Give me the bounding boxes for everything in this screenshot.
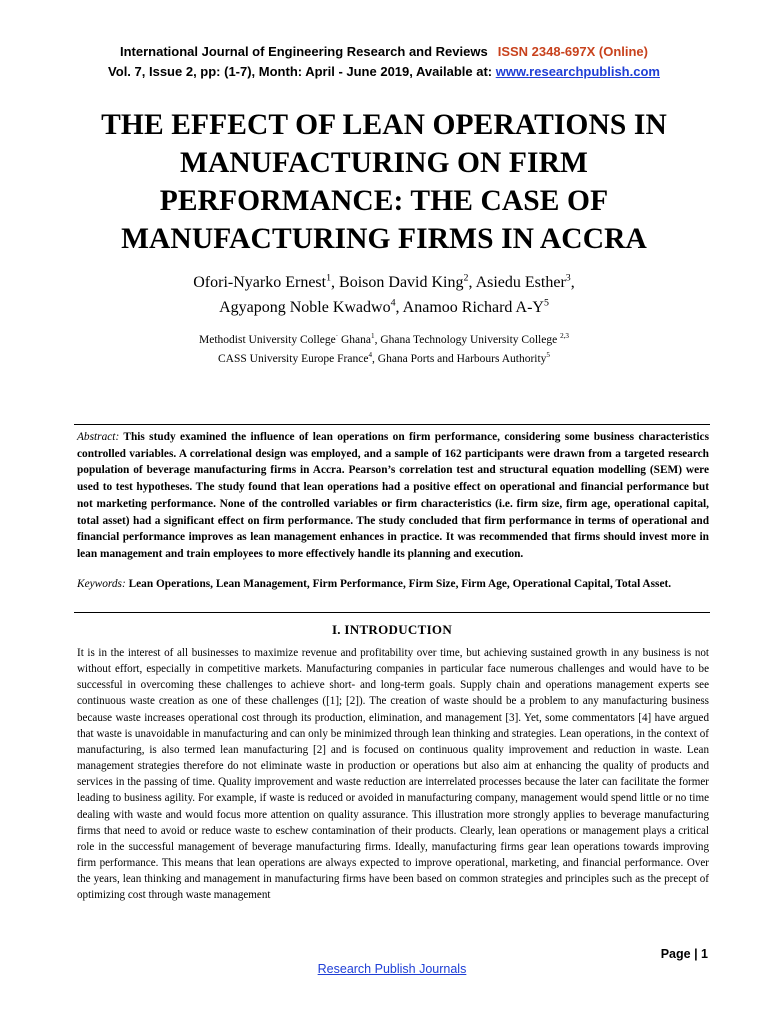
- author-sup: 4: [390, 297, 396, 309]
- affiliation-sup: ·: [335, 332, 339, 341]
- keywords: [77, 576, 709, 593]
- paper-title: THE EFFECT OF LEAN OPERATIONS IN MANUFACTURING ON FIRM PERFORMANCE: THE CASE OF MANUFACTURING FIRMS IN ACCRA: [101, 109, 667, 255]
- section-heading: I. INTRODUCTION: [331, 622, 453, 637]
- abstract: [77, 429, 709, 563]
- keywords-text: Lean Operations, Lean Management, Firm Performance, Firm Size, Firm Age, Operational Capital, Total Asset.: [125, 578, 672, 590]
- affiliation-line-1: [0, 331, 768, 350]
- journal-title-line: [0, 42, 768, 62]
- affiliation-sup: 5: [546, 351, 550, 360]
- author-line-2: [0, 295, 768, 320]
- affiliation-sup: 2,3: [560, 332, 569, 341]
- affiliation-text: Methodist University College: [199, 334, 336, 346]
- issn: ISSN 2348-697X (Online): [497, 44, 648, 59]
- abstract-top-rule: [74, 424, 710, 425]
- abstract-label: Abstract:: [77, 431, 120, 443]
- author-sup: 3: [565, 272, 571, 284]
- affiliation-text: Ghana: [338, 334, 371, 346]
- affiliation-text: , Ghana Ports and Harbours Authority: [372, 353, 547, 365]
- keywords-label: Keywords:: [77, 578, 126, 590]
- author-sup: 2: [463, 272, 469, 284]
- author-line-1: [0, 270, 768, 295]
- author-name: Ofori-Nyarko Ernest: [193, 274, 327, 291]
- abstract-bottom-rule: [74, 612, 710, 613]
- affiliation-line-2: [0, 350, 768, 369]
- affiliation-sup: 4: [368, 351, 373, 360]
- volume-line: [0, 62, 768, 82]
- journal-header: [0, 42, 768, 82]
- affiliation-sup: 1: [371, 332, 375, 341]
- journal-name: International Journal of Engineering Research and Reviews: [120, 44, 488, 59]
- abstract-text: This study examined the influence of lean operations on firm performance, considering some business characteristics controlled variables. A correlational design was employed, and a sample of 162 participants were drawn from a targeted research population of beverage manufacturing firms in Accra. Pearson’s correlation test and structural equation modelling (SEM) were used to test hypotheses. The study found that lean operations had a positive effect on operational and financial performance but not marketing performance. None of the controlled variables or firm characteristics (i.e. firm size, firm age, operational capital, total asset) had a significant effect on firm performance. The study concluded that firm performance in terms of operational and financial performance improves as lean management enhances in practice. It was recommended that firms should invest more in lean management and train employees to more effectively handle its planning and execution.: [77, 431, 709, 560]
- affiliations: [0, 331, 768, 369]
- volume-info: Vol. 7, Issue 2, pp: (1-7), Month: April - June 2019, Available at:: [108, 64, 496, 79]
- author-sup: 5: [543, 297, 549, 309]
- author-separator: ,: [570, 274, 575, 291]
- page-number: Page | 1: [660, 947, 708, 961]
- introduction-paragraph: It is in the interest of all businesses to maximize revenue and profitability over time, but achieving sustained growth in any business is not without effort, especially in competitive markets. Manufacturing companies in particular face numerous challenges and would have to be successful in overcoming these challenges to achieve short- and long-term goals. Supply chain and operations management experts see continuous waste creation as one of these challenges ([1]; [2]). The creation of waste should be a problem to any manufacturing business because waste increases operational cost through its production, elimination, and management [3]. Yet, some commentators [4] have argued that waste is unavoidable in manufacturing and can only be minimized through lean thinking and strategies. Lean operations, in the context of manufacturing, is also termed lean manufacturing [2] and is focused on continuous quality improvement and reduction in waste. Lean management strategies therefore do not eliminate waste in production or operations but also aim at enhancing the quality of products and services in the passing of time. Quality improvement and waste reduction are interrelated processes because the later can facilitate the former leading to business agility. For example, if waste is reduced or avoided in manufacturing company, management would spend little or no time dealing with waste and would focus more attention on quality assurance. This illustration more strongly applies to beverage manufacturing firms that need to avoid or reduce waste to eschew contamination of their products. Clearly, lean operations or management plays a critical role in the successful management of beverage manufacturing firms. Ideally, manufacturing firms gear lean operations towards improving firm performance. This means that lean operations are always expected to improve operational, marketing, and financial performance. Over the years, lean thinking and management in manufacturing firms have been based on common strategies and principles such as the precept of optimizing cost through waste management: [77, 647, 709, 902]
- affiliation-text: CASS University Europe France: [218, 353, 369, 365]
- author-list: [0, 270, 768, 320]
- footer-link[interactable]: Research Publish Journals: [317, 962, 467, 976]
- author-name: , Boison David King: [331, 274, 464, 291]
- author-sup: 1: [326, 272, 332, 284]
- author-name: , Asiedu Esther: [468, 274, 566, 291]
- website-link[interactable]: www.researchpublish.com: [495, 64, 660, 79]
- affiliation-text: , Ghana Technology University College: [374, 334, 561, 346]
- author-name: , Anamoo Richard A-Y: [395, 299, 544, 316]
- author-name: Agyapong Noble Kwadwo: [219, 299, 391, 316]
